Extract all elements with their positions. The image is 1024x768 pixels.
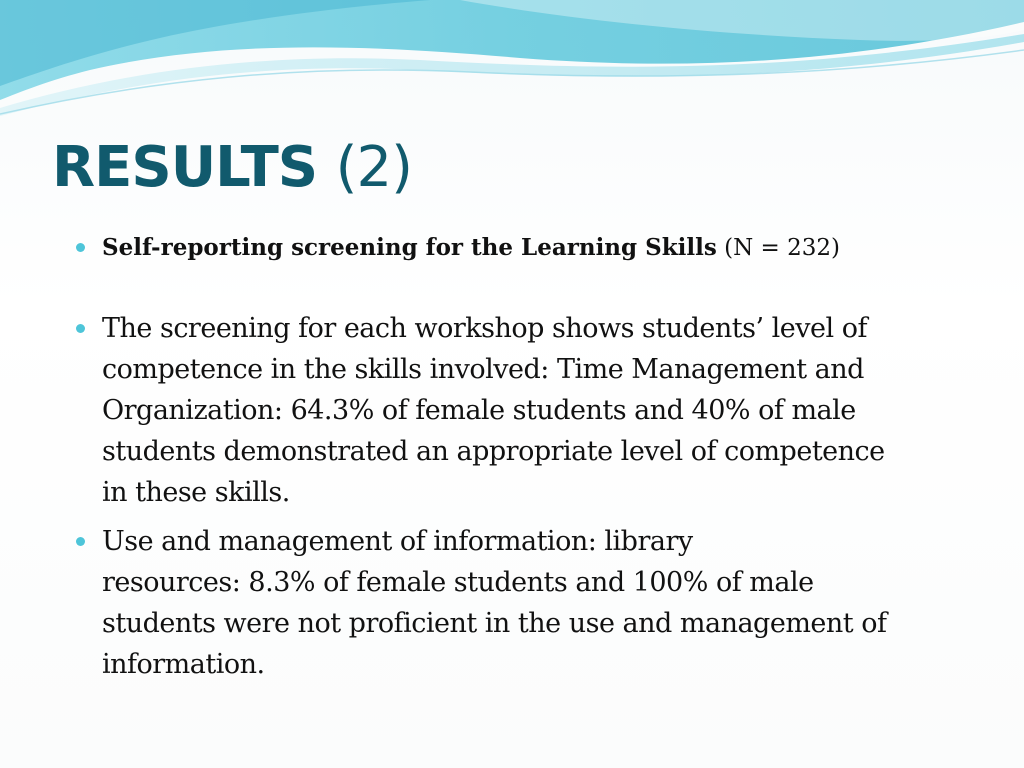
bullet-text-line: students demonstrated an appropriate level of competence [102,436,885,467]
slide-title-main: RESULTS [52,135,318,200]
header-wave-decoration [0,0,1024,130]
bullet-text-line: The screening for each workshop shows students’ level of [102,313,867,344]
bullet-item-time-management [76,308,976,513]
bullet-text-line: Use and management of information: library [102,526,693,557]
bullet-text-line: resources: 8.3% of female students and 100% of male [102,567,814,598]
bullet-text-line: information. [102,649,265,680]
bullet-item-information-management [76,521,976,685]
bullet-text-line: students were not proficient in the use and management of [102,608,887,639]
bullet-list [76,228,976,685]
slide-title-number: (2) [335,135,412,200]
slide-title [52,128,412,208]
bullet-heading-sample-size: (N = 232) [716,235,841,261]
bullet-text-line: Organization: 64.3% of female students and 40% of male [102,395,856,426]
bullet-dot-icon [76,324,85,333]
bullet-dot-icon [76,537,85,546]
bullet-item-screening-heading [76,228,976,268]
bullet-text-line: in these skills. [102,477,290,508]
bullet-heading-bold: Self-reporting screening for the Learning Skills [102,234,717,261]
bullet-text-line: competence in the skills involved: Time Management and [102,354,864,385]
bullet-dot-icon [76,243,85,252]
